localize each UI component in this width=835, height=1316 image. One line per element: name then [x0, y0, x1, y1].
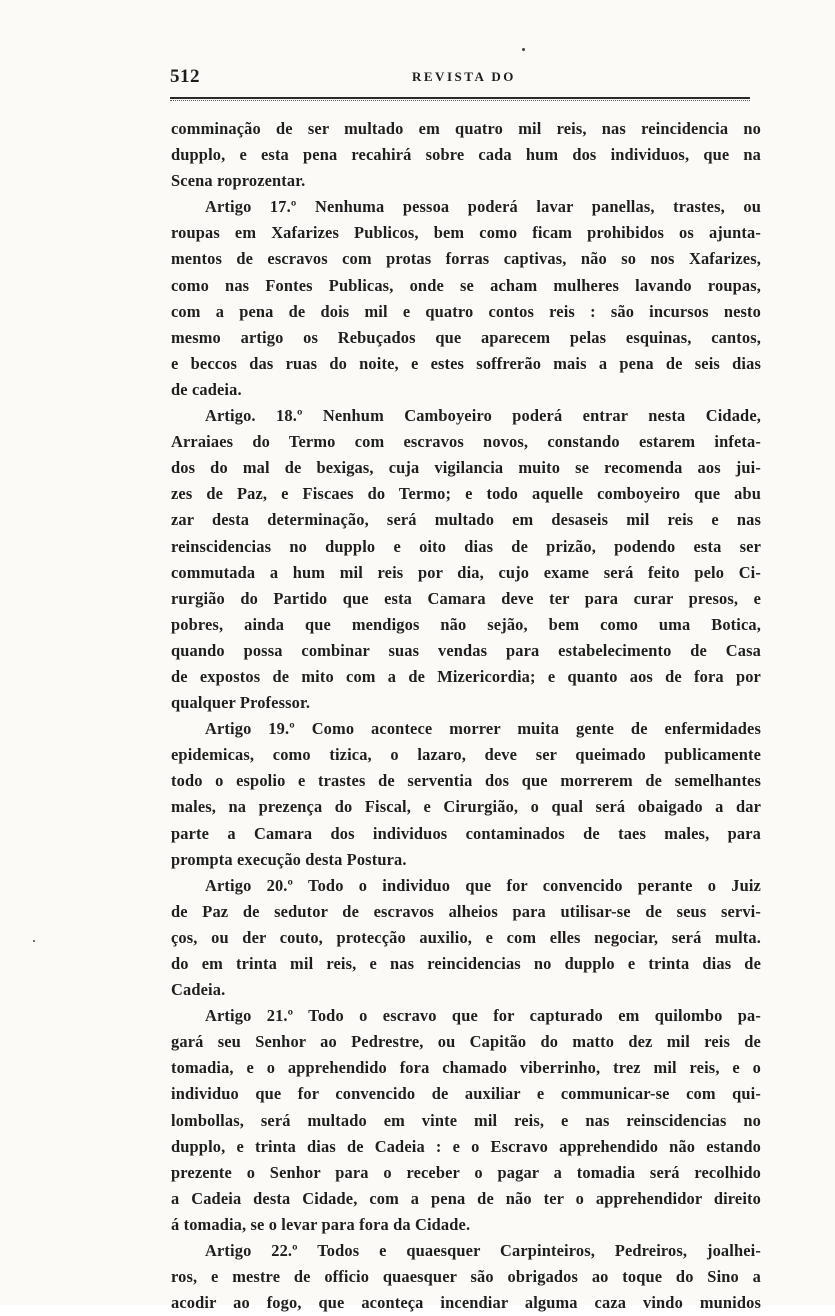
article-18-start: Artigo. 18.º Nenhum Camboyeiro poderá entrar nesta Cidade,	[205, 406, 761, 426]
text-line: do em trinta mil reis, e nas reincidencias no dupplo e trinta dias de	[171, 954, 761, 973]
text-line: pobres, ainda que mendigos não sejão, bem como uma Botica,	[171, 614, 761, 634]
text-line: de expostos de mito com a de Mizericordia; e quanto aos de fora por	[171, 666, 761, 686]
page-header	[170, 66, 760, 90]
text-line: prezente o Senhor para o receber o pagar a tomadia será recolhido	[171, 1162, 761, 1182]
text-line: males, na prezença do Fiscal, e Cirurgião, o qual será obaigado a dar	[171, 797, 761, 817]
text-line: epidemicas, como tizica, o lazaro, deve ser queimado publicamente	[171, 745, 761, 765]
body-text	[171, 116, 761, 1316]
text-line: de Paz de sedutor de escravos alheios para utilisar-se de seus servi-	[171, 901, 761, 921]
text-line: á tomadia, se o levar para fora da Cidade.	[171, 1214, 471, 1234]
article-22-start: Artigo 22.º Todos e quaesquer Carpinteiros, Pedreiros, joalhei-	[205, 1241, 761, 1261]
text-line: lombollas, será multado em vinte mil reis, e nas reinscidencias no	[171, 1110, 761, 1130]
text-line: tomadia, e o apprehendido fora chamado viberrinho, trez mil reis, e o	[171, 1058, 761, 1078]
text-line: com a pena de dois mil e quatro contos reis : são incursos nesto	[171, 301, 761, 321]
page-number: 512	[170, 66, 200, 87]
text-line: e beccos das ruas do noite, e estes soffrerão mais a pena de seis dias	[171, 353, 761, 373]
header-rule	[170, 97, 750, 99]
text-line: ros, e mestre de officio quaesquer são obrigados ao toque do Sino a	[171, 1267, 761, 1287]
article-20-start: Artigo 20.º Todo o individuo que for convencido perante o Juiz	[205, 875, 761, 895]
text-line: dos do mal de bexigas, cuja vigilancia muito se recomenda aos jui-	[171, 458, 761, 478]
text-line: qualquer Professor.	[171, 693, 311, 713]
print-speck	[33, 940, 35, 942]
text-line: commutada a hum mil reis por dia, cujo exame será feito pelo Ci-	[171, 562, 761, 582]
text-line: parte a Camara dos individuos contaminados de taes males, para	[171, 823, 761, 843]
text-line: dupplo, e trinta dias de Cadeia : e o Escravo apprehendido não estando	[171, 1136, 761, 1156]
print-speck	[522, 48, 525, 51]
article-19-start: Artigo 19.º Como acontece morrer muita gente de enfermidades	[205, 719, 761, 739]
article-17-start: Artigo 17.º Nenhuma pessoa poderá lavar panellas, trastes, ou	[205, 197, 761, 217]
text-line: rurgião do Partido que esta Camara deve ter para curar presos, e	[171, 588, 761, 608]
text-line: individuo que for convencido de auxiliar e communicar-se com qui-	[171, 1084, 761, 1104]
text-line: todo o espolio e trastes de serventia dos que morrerem de semelhantes	[171, 771, 761, 791]
text-line: roupas em Xafarizes Publicos, bem como ficam prohibidos os ajunta-	[171, 223, 761, 243]
text-line: prompta execução desta Postura.	[171, 849, 407, 869]
text-line: ços, ou der couto, protecção auxilio, e com elles negociar, será multa.	[171, 927, 761, 947]
text-line: quando possa combinar suas vendas para estabelecimento de Casa	[171, 640, 761, 660]
running-title: REVISTA DO	[412, 69, 516, 84]
text-line: zar desta determinação, será multado em desaseis mil reis e nas	[171, 510, 761, 530]
text-line: gará seu Senhor ao Pedrestre, ou Capitão do matto dez mil reis de	[171, 1032, 761, 1052]
text-line: dupplo, e esta pena recahirá sobre cada hum dos individuos, que na	[171, 145, 761, 165]
text-line: comminação de ser multado em quatro mil reis, nas reincidencia no	[171, 119, 761, 138]
text-line: mesmo artigo os Rebuçados que aparecem pelas esquinas, cantos,	[171, 327, 761, 347]
text-line: mentos de escravos com protas forras captivas, não so nos Xafarizes,	[171, 249, 761, 269]
text-line: reinscidencias no dupplo e oito dias de prizão, podendo esta ser	[171, 536, 761, 556]
text-line: Scena roprozentar.	[171, 171, 306, 191]
text-line: a Cadeia desta Cidade, com a pena de não ter o apprehendidor direito	[171, 1188, 761, 1208]
text-line: de cadeia.	[171, 379, 242, 399]
text-line: como nas Fontes Publicas, onde se acham mulheres lavando roupas,	[171, 275, 761, 295]
text-line: Arraiaes do Termo com escravos novos, constando estarem infeta-	[171, 432, 761, 452]
article-21-start: Artigo 21.º Todo o escravo que for capturado em quilombo pa-	[205, 1006, 761, 1026]
text-line: Cadeia.	[171, 980, 226, 1000]
text-line: acodir ao fogo, que aconteça incendiar alguma caza vindo munidos	[171, 1293, 761, 1313]
header-rule-ornament	[170, 100, 750, 101]
text-line: zes de Paz, e Fiscaes do Termo; e todo aquelle comboyeiro que abu	[171, 484, 761, 504]
